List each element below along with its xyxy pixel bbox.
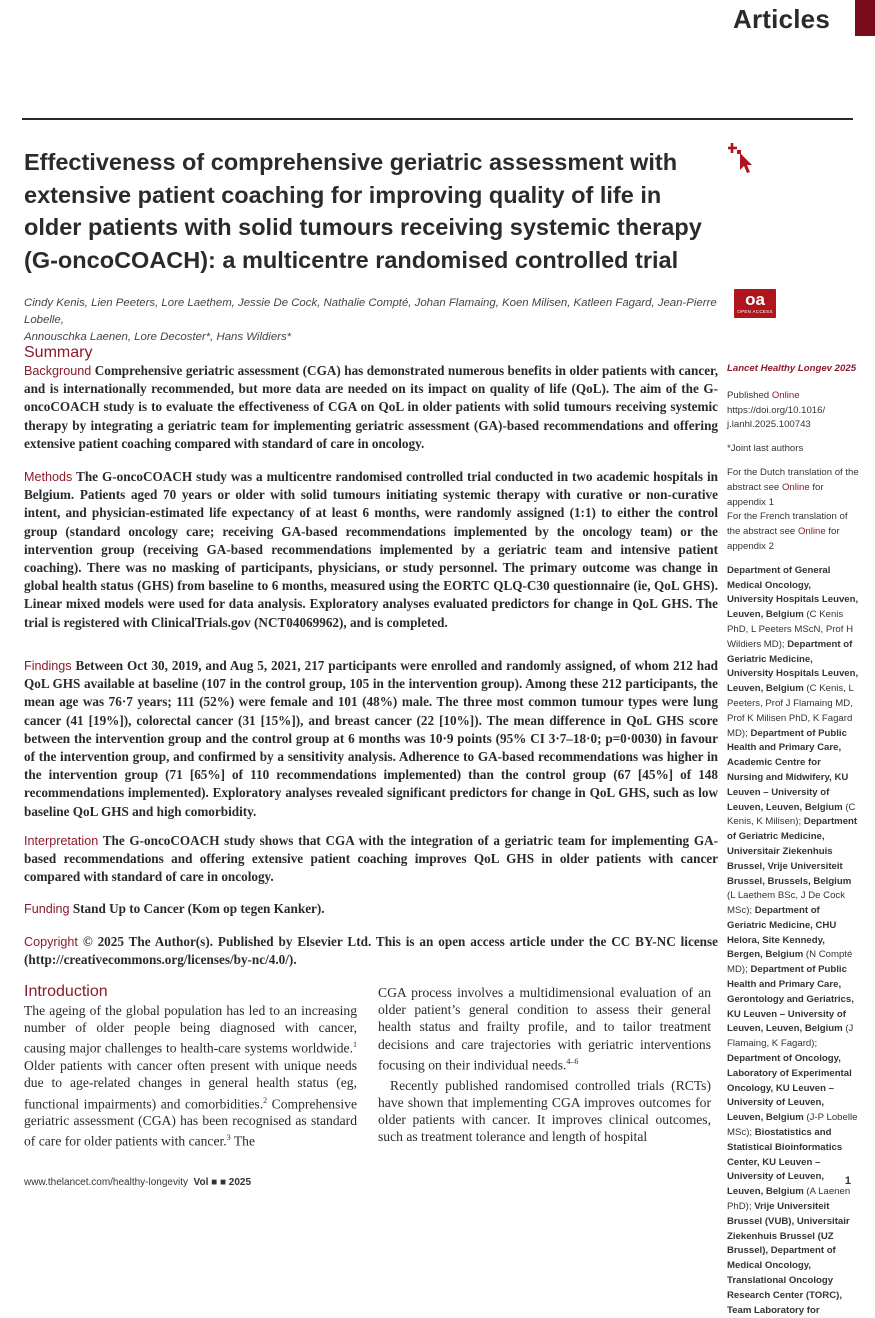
section-label: Articles [733,4,830,34]
affiliation-dept: Department of General Medical Oncology, University Hospitals Leuven, Leuven, Belgium [727,564,859,621]
affiliation-dept: Department of Public Health and Primary Care, Gerontology and Geriatrics, KU Leuven – University of Leuven, Leuven, Belgium [727,964,854,1035]
reference-link[interactable]: 2 [263,1095,268,1105]
sidebar [727,362,859,1318]
abstract-background [24,362,718,453]
authors-line-2: Annouschka Laenen, Lore Decoster*, Hans Wildiers* [24,331,292,343]
funding-label: Funding [24,902,70,916]
open-access-logo[interactable] [734,289,776,318]
dutch-online-link[interactable]: Online [781,481,810,493]
affiliation-dept: Vrije Universiteit Brussel (VUB), Universitair Ziekenhuis Brussel (UZ Brussel), Department of Medical Oncology, Translational Oncology Research Center (TORC), Team Laboratory for [727,1201,850,1316]
online-link[interactable]: Online [771,389,800,401]
intro-text: The [230,1134,255,1150]
affiliation-dept: Department of Geriatric Medicine, CHU Helora, Site Kennedy, Bergen, Belgium [727,905,837,961]
affiliation-dept: Department of Public Health and Primary Care, Academic Centre for Nursing and Midwifery, KU Leuven – University of Leuven, Leuven, Belgium [727,727,849,813]
affiliation-names: (C Kenis PhD, L Peeters MScN, Prof H Wildiers MD); [727,609,854,650]
intro-paragraph-3: Recently published randomised controlled trials (RCTs) have shown that implementing CGA improves outcomes for older patients with cancer. It improves clinical outcomes, such as treatment tolerance and length of hospital [378,1077,711,1145]
reference-link[interactable]: 1 [353,1040,357,1050]
reference-link[interactable]: 4–6 [566,1056,579,1066]
abstract-findings [24,657,718,821]
header-rule [22,118,853,120]
intro-text: Older patients with cancer often present with unique needs due to age-related changes in general health status (eg, functional impairments) and comorbidities. [24,1058,357,1112]
affiliation-dept: Department of Oncology, Laboratory of Experimental Oncology, KU Leuven – University of Leuven, Leuven, Belgium [727,1053,852,1124]
affiliation-dept: Department of Geriatric Medicine, University Hospitals Leuven, Leuven, Belgium [727,638,859,695]
publication-info [727,389,859,433]
affiliation-names: (A Laenen PhD); [727,1186,851,1213]
footer-volume: Vol ■ ■ 2025 [193,1177,252,1188]
affiliation-names: (J Flamaing, K Fagard); [727,1023,854,1050]
affiliation-names: (L Laethem BSc, J De Cock MSc); [727,890,846,917]
abstract-interpretation [24,832,718,887]
footer [24,1177,251,1188]
methods-label: Methods [24,470,73,484]
doi-link[interactable]: https://doi.org/10.1016/ [727,404,826,416]
background-label: Background [24,364,92,378]
findings-text: Between Oct 30, 2019, and Aug 5, 2021, 217 participants were enrolled and randomly assigned, of whom 212 had QoL GHS available at baseline (107 in the control group, 105 in the intervention group). Among these 212 participants, the mean age was 76·7 years; 111 (52%) were female and 101 (48%) male. The three most common tumour types were lung cancer (41 [19%]), colorectal cancer (31 [15%]), and breast cancer (22 [10%]). The mean difference in QoL GHS score between the intervention group and the control group at 6 months was 10·9 points (95% CI 3·7–18·0; p=0·0030) in favour of the intervention group, and confirmed by a sensitivity analysis. Adherence to GA-based recommendations was higher in the intervention group (71 [65%] of 110 recommendations implemented) than the control group (67 [45%] of 148 recommendations implemented). Exploratory analyses revealed significant predictors for change in QoL GHS, such as low baseline QoL GHS and high comorbidity. [24,658,719,819]
introduction-heading: Introduction [24,983,108,1000]
affiliation-dept: Department of Geriatric Medicine, Universitair Ziekenhuis Brussel, Vrije Universiteit Brussel, Brussels, Belgium [727,816,858,887]
intro-paragraph-1 [24,1002,357,1150]
intro-text: The ageing of the global population has led to an increasing number of older people being diagnosed with cancer, causing major challenges to health-care systems worldwide. [24,1003,357,1056]
reference-link[interactable]: 3 [226,1133,231,1143]
interpretation-label: Interpretation [24,834,99,848]
header-accent-bar [855,0,875,36]
background-text: Comprehensive geriatric assessment (CGA) has demonstrated numerous benefits in older patients with cancer, and is internationally recommended, but more data are needed on its impact on quality of life (QoL). The aim of the G-oncoCOACH study is to evaluate the effectiveness of CGA on QoL in older patients with solid tumours receiving systemic therapy by integrating a geriatric team for implementing geriatric assessment (GA)-based recommendations and offering extensive patient coaching compared with standard of care in oncology. [24,363,718,451]
affiliation-dept: Biostatistics and Statistical Bioinformatics Center, KU Leuven – University of Leuven, Leuven, Belgium [727,1127,843,1198]
methods-text: The G-oncoCOACH study was a multicentre randomised controlled trial conducted in two academic hospitals in Belgium. Patients aged 70 years or older with solid tumours initiating systemic therapy with curative or non-curative intent, and physician-estimated life expectancy of at least 6 months, were randomly assigned (1:1) to either the control group (standard oncology care; receiving GA-based recommendations implemented by the oncology team) or the intervention group (receiving GA-based recommendations implemented by a geriatric team and intensive patient coaching). There was no masking of participants, physicians, or study personnel. The primary outcome was change in global health status (GHS) from baseline to 6 months, measured using the EORTC QLQ-C30 questionnaire (ie, QoL GHS). Linear mixed models were used for data analysis. Exploratory analyses evaluated predictors for change in QoL GHS. The trial is registered with ClinicalTrials.gov (NCT04069962), and is completed. [24,469,718,630]
affiliation-names: (C Kenis, K Milisen); [727,801,856,828]
intro-text: CGA process involves a multidimensional evaluation of an older patient’s general condition to assess their general health status and frailty profile, and to tailor treatment decisions and care trajectories with geriatric interventions focusing on their individual needs. [378,985,711,1073]
journal-citation: Lancet Healthy Longev 2025 [727,363,857,374]
affiliation-names: (C Kenis, L Peeters, Prof J Flamaing MD, Prof K Milisen PhD, K Fagard MD); [727,683,854,739]
authors-line-1: Cindy Kenis, Lien Peeters, Lore Laethem, Jessie De Cock, Nathalie Compté, Johan Flamaing, Koen Milisen, Katleen Fagard, Jean-Pierre Lobelle, [24,297,717,326]
author-list [24,295,724,346]
introduction-column-2 [378,984,711,1145]
intro-paragraph-2 [378,984,711,1074]
footer-url-link[interactable]: www.thelancet.com/healthy-longevity [24,1177,188,1188]
article-title: Effectiveness of comprehensive geriatric assessment with extensive patient coaching for improving quality of life in older patients with solid tumours receiving systemic therapy (G-oncoCOACH): a multicentre randomised controlled trial [24,149,702,273]
joint-last-note: *Joint last authors [727,443,804,455]
interpretation-text: The G-oncoCOACH study shows that CGA with the integration of a geriatric team for implementing GA-based recommendations and offering extensive patient coaching improves QoL GHS in older patients with cancer compared with standard of care in oncology. [24,833,718,885]
french-note-suffix: for appendix 2 [727,526,840,552]
doi-link[interactable]: j.lanhl.2025.100743 [727,419,811,431]
affiliation-names: (J-P Lobelle MSc); [727,1112,858,1139]
abstract-copyright [24,933,718,969]
abstract-methods [24,468,718,632]
findings-label: Findings [24,659,72,673]
page-number: 1 [844,1175,851,1187]
affiliation-names: (N Compté MD); [727,949,853,976]
introduction-column-1 [24,1002,357,1150]
intro-text: Comprehensive geriatric assessment (CGA) has been recognised as standard of care for older patients with cancer. [24,1096,358,1150]
dutch-note: For the Dutch translation of the abstract see [727,466,859,493]
copyright-text: © 2025 The Author(s). Published by Elsevier Ltd. This is an open access article under the CC BY-NC license (http://creativecommons.org/licenses/by-nc/4.0/). [24,934,718,968]
abstract-funding [24,900,718,918]
funding-text: Stand Up to Cancer (Kom op tegen Kanker). [72,901,325,916]
summary-heading: Summary [24,344,93,361]
french-note: For the French translation of the abstract see [727,511,848,538]
open-access-logo-sub: OPEN ACCESS [737,309,773,314]
open-access-logo-text: oa [745,290,765,309]
published-label: Published [727,389,772,401]
translation-notes [727,466,859,555]
dutch-note-suffix: for appendix 1 [727,481,824,508]
crossmark-icon[interactable] [728,140,754,174]
affiliations [727,564,859,1318]
french-online-link[interactable]: Online [797,526,826,538]
copyright-label: Copyright [24,935,78,949]
